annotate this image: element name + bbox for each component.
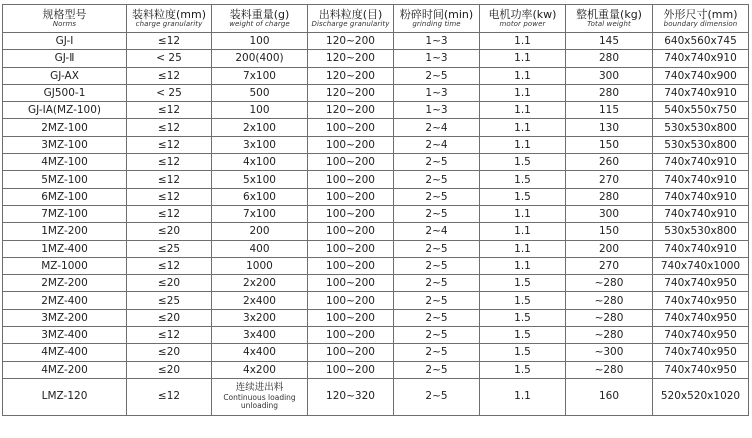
cell-model: 2MZ-400 xyxy=(3,292,127,309)
cell-model: 6MZ-100 xyxy=(3,188,127,205)
cell-dim: 530x530x800 xyxy=(653,223,749,240)
cell-dim: 740x740x950 xyxy=(653,292,749,309)
cell-power: 1.1 xyxy=(480,84,566,101)
cell-model: 1MZ-400 xyxy=(3,240,127,257)
cell-discharge: 100~200 xyxy=(308,327,394,344)
cell-model: GJ-AX xyxy=(3,67,127,84)
cell-total: 280 xyxy=(566,188,653,205)
table-row xyxy=(3,136,749,153)
cell-total: ~280 xyxy=(566,275,653,292)
cell-weight: 4x400 xyxy=(212,344,308,361)
table-row xyxy=(3,275,749,292)
col-header-discharge xyxy=(308,5,394,33)
cell-total: 280 xyxy=(566,84,653,101)
cell-power: 1.1 xyxy=(480,205,566,222)
cell-dim: 740x740x950 xyxy=(653,275,749,292)
cell-time: 1~3 xyxy=(394,84,480,101)
col-header-zh: 外形尺寸(mm) xyxy=(663,8,738,22)
spec-table xyxy=(2,4,749,416)
cell-charge: ≤12 xyxy=(127,119,212,136)
cell-power: 1.1 xyxy=(480,378,566,415)
cell-charge: ≤12 xyxy=(127,257,212,274)
col-header-en: weight of charge xyxy=(229,19,290,28)
cell-weight: 2x100 xyxy=(212,119,308,136)
cell-weight: 2x200 xyxy=(212,275,308,292)
table-row xyxy=(3,102,749,119)
cell-time: 2~5 xyxy=(394,361,480,378)
cell-charge: ≤12 xyxy=(127,171,212,188)
cell-power: 1.1 xyxy=(480,50,566,67)
cell-discharge: 120~200 xyxy=(308,84,394,101)
cell-discharge: 100~200 xyxy=(308,188,394,205)
cell-charge: ≤12 xyxy=(127,154,212,171)
cell-power: 1.1 xyxy=(480,240,566,257)
cell-dim: 740x740x910 xyxy=(653,84,749,101)
cell-time: 2~5 xyxy=(394,292,480,309)
cell-total: 270 xyxy=(566,257,653,274)
cell-discharge: 100~200 xyxy=(308,223,394,240)
cell-total: 300 xyxy=(566,67,653,84)
cell-time: 2~5 xyxy=(394,378,480,415)
table-row xyxy=(3,292,749,309)
cell-weight: 200 xyxy=(212,223,308,240)
cell-weight: 7x100 xyxy=(212,67,308,84)
col-header-en: boundary dimension xyxy=(663,19,738,28)
cell-dim: 740x740x910 xyxy=(653,171,749,188)
table-row xyxy=(3,50,749,67)
cell-discharge: 120~320 xyxy=(308,378,394,415)
cell-time: 2~5 xyxy=(394,171,480,188)
cell-weight: 3x200 xyxy=(212,309,308,326)
cell-charge: ≤12 xyxy=(127,67,212,84)
cell-dim: 640x560x745 xyxy=(653,33,749,50)
cell-dim: 740x740x910 xyxy=(653,205,749,222)
cell-weight-en-1: Continuous loading xyxy=(223,392,296,402)
cell-power: 1.1 xyxy=(480,257,566,274)
table-row xyxy=(3,154,749,171)
cell-power: 1.1 xyxy=(480,33,566,50)
cell-weight: 1000 xyxy=(212,257,308,274)
cell-dim: 740x740x900 xyxy=(653,67,749,84)
cell-dim: 740x740x1000 xyxy=(653,257,749,274)
cell-charge: ≤20 xyxy=(127,309,212,326)
cell-model: 3MZ-200 xyxy=(3,309,127,326)
cell-weight: 200(400) xyxy=(212,50,308,67)
cell-time: 1~3 xyxy=(394,33,480,50)
cell-model: 5MZ-100 xyxy=(3,171,127,188)
cell-discharge: 100~200 xyxy=(308,361,394,378)
cell-weight-zh: 连续进出料 xyxy=(235,382,284,394)
cell-total: 270 xyxy=(566,171,653,188)
cell-weight: 3x400 xyxy=(212,327,308,344)
cell-power: 1.1 xyxy=(480,102,566,119)
cell-time: 2~5 xyxy=(394,154,480,171)
cell-total: 160 xyxy=(566,378,653,415)
table-row xyxy=(3,84,749,101)
cell-total: ~280 xyxy=(566,361,653,378)
col-header-zh: 电机功率(kw) xyxy=(488,8,557,22)
cell-time: 2~5 xyxy=(394,188,480,205)
col-header-zh: 规格型号 xyxy=(42,8,87,22)
col-header-en: Discharge granularity xyxy=(311,19,390,28)
cell-model: 7MZ-100 xyxy=(3,205,127,222)
col-header-power xyxy=(480,5,566,33)
cell-dim: 740x740x950 xyxy=(653,309,749,326)
col-header-charge xyxy=(127,5,212,33)
cell-weight-en-2: unloading xyxy=(240,401,279,411)
col-header-model xyxy=(3,5,127,33)
cell-model: GJ-Ⅰ xyxy=(3,33,127,50)
cell-charge: ≤20 xyxy=(127,344,212,361)
cell-total: ~280 xyxy=(566,327,653,344)
cell-model: 3MZ-400 xyxy=(3,327,127,344)
cell-time: 2~5 xyxy=(394,327,480,344)
table-row xyxy=(3,119,749,136)
table-row-last xyxy=(3,378,749,415)
cell-dim: 740x740x950 xyxy=(653,327,749,344)
cell-power: 1.1 xyxy=(480,67,566,84)
cell-discharge: 100~200 xyxy=(308,275,394,292)
table-row xyxy=(3,240,749,257)
cell-dim: 740x740x910 xyxy=(653,240,749,257)
cell-weight: 100 xyxy=(212,33,308,50)
table-row xyxy=(3,188,749,205)
cell-discharge: 100~200 xyxy=(308,309,394,326)
col-header-en: Norms xyxy=(52,19,77,28)
col-header-time xyxy=(394,5,480,33)
col-header-total xyxy=(566,5,653,33)
table-row xyxy=(3,67,749,84)
cell-time: 2~5 xyxy=(394,275,480,292)
cell-model: LMZ-120 xyxy=(3,378,127,415)
table-row xyxy=(3,223,749,240)
cell-total: 200 xyxy=(566,240,653,257)
cell-charge: < 25 xyxy=(127,50,212,67)
cell-weight: 100 xyxy=(212,102,308,119)
cell-power: 1.5 xyxy=(480,188,566,205)
cell-time: 2~4 xyxy=(394,119,480,136)
col-header-en: Total weight xyxy=(587,19,631,28)
cell-time: 2~5 xyxy=(394,240,480,257)
cell-weight: 4x100 xyxy=(212,154,308,171)
col-header-zh: 整机重量(kg) xyxy=(576,8,642,22)
cell-total: 130 xyxy=(566,119,653,136)
cell-charge: ≤12 xyxy=(127,188,212,205)
cell-power: 1.5 xyxy=(480,344,566,361)
cell-weight: 3x100 xyxy=(212,136,308,153)
cell-weight xyxy=(212,378,308,415)
cell-dim: 540x550x750 xyxy=(653,102,749,119)
cell-model: 2MZ-200 xyxy=(3,275,127,292)
cell-discharge: 120~200 xyxy=(308,33,394,50)
cell-total: ~300 xyxy=(566,344,653,361)
cell-power: 1.1 xyxy=(480,136,566,153)
cell-discharge: 100~200 xyxy=(308,257,394,274)
cell-total: 115 xyxy=(566,102,653,119)
col-header-zh: 出料粒度(目) xyxy=(318,8,383,22)
cell-charge: ≤12 xyxy=(127,378,212,415)
cell-model: 3MZ-100 xyxy=(3,136,127,153)
cell-total: ~280 xyxy=(566,292,653,309)
cell-power: 1.5 xyxy=(480,154,566,171)
cell-total: ~280 xyxy=(566,309,653,326)
table-row xyxy=(3,257,749,274)
cell-discharge: 100~200 xyxy=(308,240,394,257)
table-body xyxy=(3,33,749,416)
table-row xyxy=(3,361,749,378)
table-row xyxy=(3,171,749,188)
cell-time: 1~3 xyxy=(394,102,480,119)
cell-model: 4MZ-200 xyxy=(3,361,127,378)
cell-power: 1.5 xyxy=(480,361,566,378)
cell-discharge: 100~200 xyxy=(308,119,394,136)
cell-discharge: 100~200 xyxy=(308,205,394,222)
cell-discharge: 120~200 xyxy=(308,102,394,119)
col-header-zh: 粉碎时间(min) xyxy=(399,8,474,22)
cell-weight: 2x400 xyxy=(212,292,308,309)
cell-charge: ≤12 xyxy=(127,102,212,119)
cell-discharge: 100~200 xyxy=(308,292,394,309)
cell-time: 2~5 xyxy=(394,309,480,326)
cell-discharge: 100~200 xyxy=(308,171,394,188)
cell-time: 2~5 xyxy=(394,205,480,222)
cell-model: 2MZ-100 xyxy=(3,119,127,136)
col-header-en: charge granularity xyxy=(135,19,203,28)
table-row xyxy=(3,309,749,326)
cell-discharge: 100~200 xyxy=(308,136,394,153)
cell-power: 1.1 xyxy=(480,119,566,136)
table-row xyxy=(3,327,749,344)
cell-total: 280 xyxy=(566,50,653,67)
col-header-zh: 装料粒度(mm) xyxy=(131,8,206,22)
table-row xyxy=(3,33,749,50)
col-header-zh: 装料重量(g) xyxy=(229,8,290,22)
cell-weight: 400 xyxy=(212,240,308,257)
cell-charge: ≤25 xyxy=(127,292,212,309)
cell-model: MZ-1000 xyxy=(3,257,127,274)
cell-model: GJ-Ⅱ xyxy=(3,50,127,67)
cell-charge: ≤12 xyxy=(127,33,212,50)
cell-dim: 740x740x910 xyxy=(653,188,749,205)
cell-model: 1MZ-200 xyxy=(3,223,127,240)
cell-charge: ≤12 xyxy=(127,205,212,222)
col-header-en: grinding time xyxy=(412,19,461,28)
header-row xyxy=(3,5,749,33)
cell-time: 1~3 xyxy=(394,50,480,67)
cell-weight: 500 xyxy=(212,84,308,101)
cell-power: 1.5 xyxy=(480,292,566,309)
cell-power: 1.5 xyxy=(480,171,566,188)
cell-time: 2~4 xyxy=(394,136,480,153)
cell-charge: ≤20 xyxy=(127,275,212,292)
cell-discharge: 100~200 xyxy=(308,344,394,361)
table-row xyxy=(3,344,749,361)
cell-weight: 5x100 xyxy=(212,171,308,188)
cell-dim: 530x530x800 xyxy=(653,119,749,136)
cell-total: 150 xyxy=(566,223,653,240)
cell-total: 300 xyxy=(566,205,653,222)
cell-total: 150 xyxy=(566,136,653,153)
cell-total: 260 xyxy=(566,154,653,171)
cell-time: 2~5 xyxy=(394,67,480,84)
cell-weight: 7x100 xyxy=(212,205,308,222)
cell-model: GJ500-1 xyxy=(3,84,127,101)
cell-power: 1.5 xyxy=(480,327,566,344)
cell-weight: 6x100 xyxy=(212,188,308,205)
cell-time: 2~4 xyxy=(394,223,480,240)
col-header-weight xyxy=(212,5,308,33)
cell-weight: 4x200 xyxy=(212,361,308,378)
cell-model: GJ-IA(MZ-100) xyxy=(3,102,127,119)
cell-model: 4MZ-400 xyxy=(3,344,127,361)
cell-total: 145 xyxy=(566,33,653,50)
cell-time: 2~5 xyxy=(394,344,480,361)
col-header-dim xyxy=(653,5,749,33)
cell-dim: 740x740x950 xyxy=(653,344,749,361)
cell-dim: 740x740x910 xyxy=(653,50,749,67)
cell-power: 1.1 xyxy=(480,223,566,240)
cell-dim: 740x740x950 xyxy=(653,361,749,378)
cell-time: 2~5 xyxy=(394,257,480,274)
cell-dim: 740x740x910 xyxy=(653,154,749,171)
cell-power: 1.5 xyxy=(480,275,566,292)
cell-charge: ≤12 xyxy=(127,136,212,153)
cell-charge: ≤12 xyxy=(127,327,212,344)
col-header-en: motor power xyxy=(499,19,546,28)
cell-discharge: 100~200 xyxy=(308,154,394,171)
table-row xyxy=(3,205,749,222)
cell-model: 4MZ-100 xyxy=(3,154,127,171)
cell-charge: ≤20 xyxy=(127,223,212,240)
cell-charge: < 25 xyxy=(127,84,212,101)
cell-charge: ≤20 xyxy=(127,361,212,378)
cell-discharge: 120~200 xyxy=(308,67,394,84)
cell-discharge: 120~200 xyxy=(308,50,394,67)
cell-charge: ≤25 xyxy=(127,240,212,257)
cell-dim: 520x520x1020 xyxy=(653,378,749,415)
cell-power: 1.5 xyxy=(480,309,566,326)
cell-dim: 530x530x800 xyxy=(653,136,749,153)
